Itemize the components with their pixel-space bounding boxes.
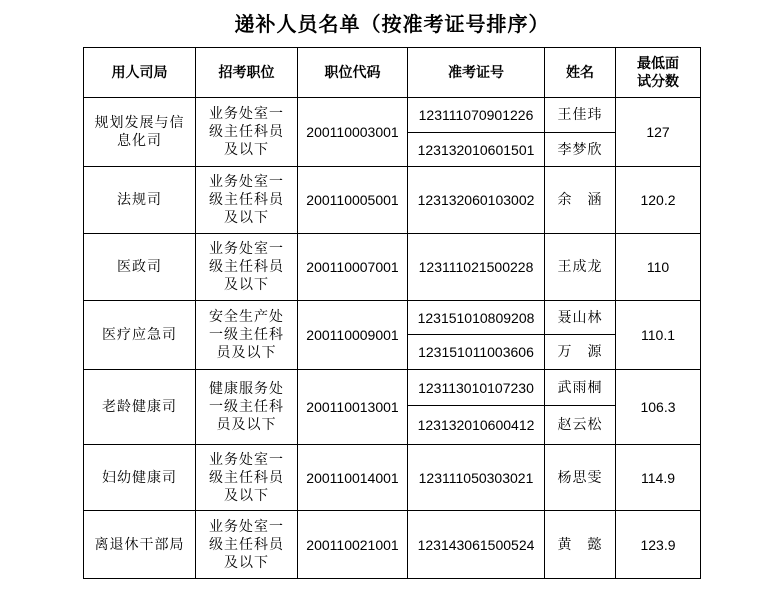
exam-no-cell: 123132010600412	[408, 406, 545, 445]
name-cell: 王成龙	[545, 234, 616, 301]
score-cell: 106.3	[616, 370, 701, 445]
exam-no-cell: 123111021500228	[408, 234, 545, 301]
exam-no-cell: 123151010809208	[408, 301, 545, 335]
position-code-cell: 200110003001	[298, 98, 408, 167]
exam-no-cell: 123132060103002	[408, 167, 545, 234]
dept-cell: 医政司	[84, 234, 196, 301]
name-cell: 武雨桐	[545, 370, 616, 406]
position-code-cell: 200110005001	[298, 167, 408, 234]
name-cell: 李梦欣	[545, 133, 616, 167]
table-row	[84, 511, 701, 579]
header-dept: 用人司局	[84, 48, 196, 98]
name-cell: 万 源	[545, 335, 616, 370]
name-cell: 王佳玮	[545, 98, 616, 133]
score-cell: 123.9	[616, 511, 701, 579]
name-cell: 杨思雯	[545, 445, 616, 511]
table-row	[84, 234, 701, 301]
position-cell: 业务处室一级主任科员及以下	[196, 511, 298, 579]
score-cell: 120.2	[616, 167, 701, 234]
position-code-cell: 200110014001	[298, 445, 408, 511]
score-cell: 110.1	[616, 301, 701, 370]
table-row	[84, 301, 701, 335]
header-exam-no: 准考证号	[408, 48, 545, 98]
exam-no-cell: 123132010601501	[408, 133, 545, 167]
header-position-code: 职位代码	[298, 48, 408, 98]
position-cell: 安全生产处一级主任科员及以下	[196, 301, 298, 370]
table-row	[84, 445, 701, 511]
exam-no-cell: 123113010107230	[408, 370, 545, 406]
header-position: 招考职位	[196, 48, 298, 98]
dept-cell: 老龄健康司	[84, 370, 196, 445]
dept-cell: 规划发展与信息化司	[84, 98, 196, 167]
exam-no-cell: 123111070901226	[408, 98, 545, 133]
score-cell: 110	[616, 234, 701, 301]
header-min-score	[616, 48, 701, 98]
header-row	[84, 48, 701, 98]
table-row	[84, 167, 701, 234]
position-cell: 业务处室一级主任科员及以下	[196, 445, 298, 511]
table-row	[84, 98, 701, 133]
dept-cell: 离退休干部局	[84, 511, 196, 579]
page-title: 递补人员名单（按准考证号排序）	[234, 12, 550, 36]
score-cell: 127	[616, 98, 701, 167]
header-min-score-line2: 试分数	[637, 73, 679, 90]
header-name: 姓名	[545, 48, 616, 98]
position-code-cell: 200110009001	[298, 301, 408, 370]
position-cell: 业务处室一级主任科员及以下	[196, 167, 298, 234]
position-code-cell: 200110007001	[298, 234, 408, 301]
name-cell: 余 涵	[545, 167, 616, 234]
position-code-cell: 200110013001	[298, 370, 408, 445]
position-cell: 业务处室一级主任科员及以下	[196, 98, 298, 167]
dept-cell: 医疗应急司	[84, 301, 196, 370]
exam-no-cell: 123143061500524	[408, 511, 545, 579]
position-cell: 健康服务处一级主任科员及以下	[196, 370, 298, 445]
exam-no-cell: 123151011003606	[408, 335, 545, 370]
position-code-cell: 200110021001	[298, 511, 408, 579]
name-cell: 聂山林	[545, 301, 616, 335]
exam-no-cell: 123111050303021	[408, 445, 545, 511]
position-cell: 业务处室一级主任科员及以下	[196, 234, 298, 301]
header-min-score-line1: 最低面	[637, 55, 679, 72]
name-cell: 赵云松	[545, 406, 616, 445]
dept-cell: 妇幼健康司	[84, 445, 196, 511]
dept-cell: 法规司	[84, 167, 196, 234]
score-cell: 114.9	[616, 445, 701, 511]
table-row	[84, 370, 701, 406]
name-cell: 黄 懿	[545, 511, 616, 579]
candidates-table	[83, 47, 701, 579]
